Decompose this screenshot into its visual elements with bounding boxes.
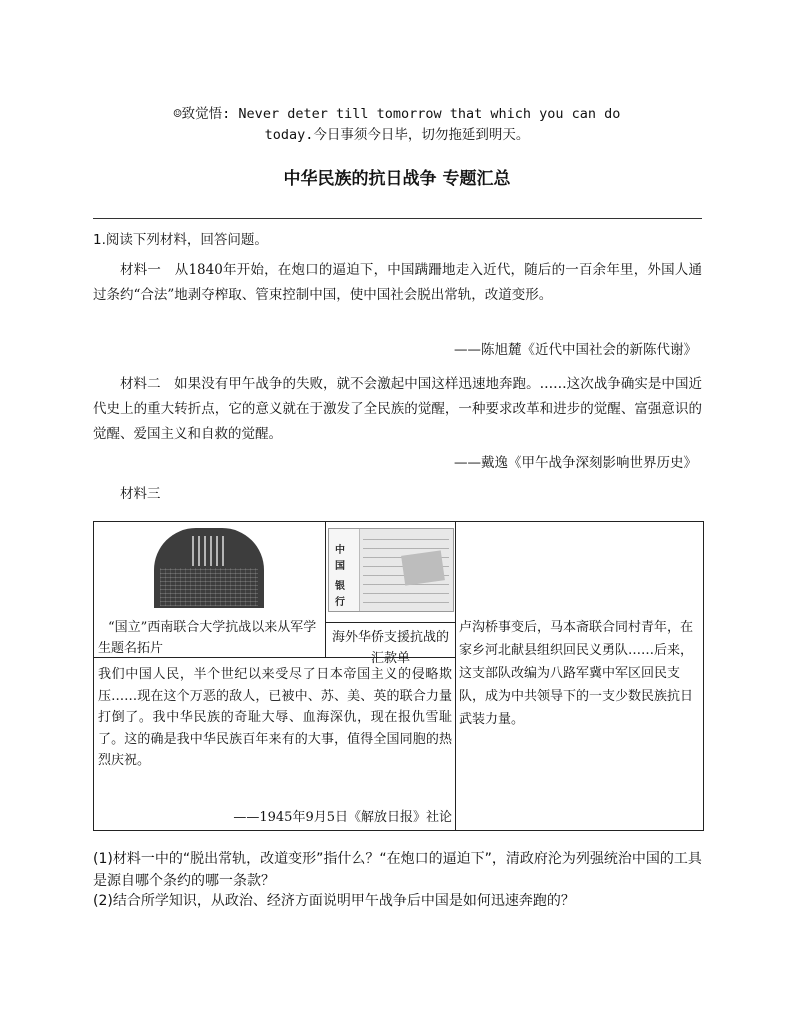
liberation-daily-source: ——1945年9月5日《解放日报》社论 [233, 810, 452, 825]
material-3-label: 材料三 [120, 486, 161, 502]
material-2-source: ——戴逸《甲午战争深刻影响世界历史》 [454, 455, 697, 471]
remittance-cell [326, 522, 455, 666]
rubbing-cell [94, 522, 325, 657]
question-heading: 1.阅读下列材料，回答问题。 [93, 232, 268, 248]
material-3-table [93, 521, 704, 831]
remittance-caption: 海外华侨支援抗战的汇款单 [331, 630, 449, 666]
page-title: 中华民族的抗日战争 专题汇总 [283, 169, 511, 189]
motto-line-2: today.今日事须今日毕，切勿拖延到明天。 [264, 127, 530, 143]
material-1-text: 材料一 从1840年开始，在炮口的逼迫下，中国蹒跚地走入近代，随后的一百余年里，外国人通过条约“合法”地剥夺榨取、管束控制中国，使中国社会脱出常轨，改道变形。 [93, 262, 702, 303]
table-divider [455, 522, 456, 830]
remittance-slip-image: 中 国 银 行 [328, 528, 454, 612]
ma-benzhai-text: 卢沟桥事变后，马本斋联合同村青年，在家乡河北献县组织回民义勇队……后来，这支部队改编为八路军冀中军区回民支队，成为中共领导下的一支少数民族抗日武装力量。 [459, 620, 694, 727]
rubbing-caption: “国立”西南联合大学抗战以来从军学生题名拓片 [98, 620, 317, 656]
stele-rubbing-image [154, 528, 264, 608]
title-divider [93, 218, 702, 219]
material-1-source: ——陈旭麓《近代中国社会的新陈代谢》 [454, 342, 697, 358]
motto [150, 104, 644, 146]
liberation-daily-text: 我们中国人民，半个世纪以来受尽了日本帝国主义的侵略欺压……现在这个万恶的敌人，已被中、苏、美、英的联合力量打倒了。我中华民族的奇耻大辱、血海深仇，现在报仇雪耻了。这的确是我中华民族百年来有的大事，值得全国同胞的热烈庆祝。 [98, 667, 452, 768]
motto-line-1: ☺致觉悟: Never deter till tomorrow that which you can do [173, 106, 621, 122]
material-2-text: 材料二 如果没有甲午战争的失败，就不会激起中国这样迅速地奔跑。……这次战争确实是中国近代史上的重大转折点，它的意义就在于激发了全民族的觉醒，一种要求改革和进步的觉醒、富强意识的觉醒、爱国主义和自救的觉醒。 [93, 376, 702, 442]
question-2: (2)结合所学知识，从政治、经济方面说明甲午战争后中国是如何迅速奔跑的？ [93, 893, 575, 909]
question-1: (1)材料一中的“脱出常轨，改道变形”指什么？“在炮口的逼迫下”，清政府沦为列强统治中国的工具是源自哪个条约的哪一条款？ [93, 851, 702, 889]
